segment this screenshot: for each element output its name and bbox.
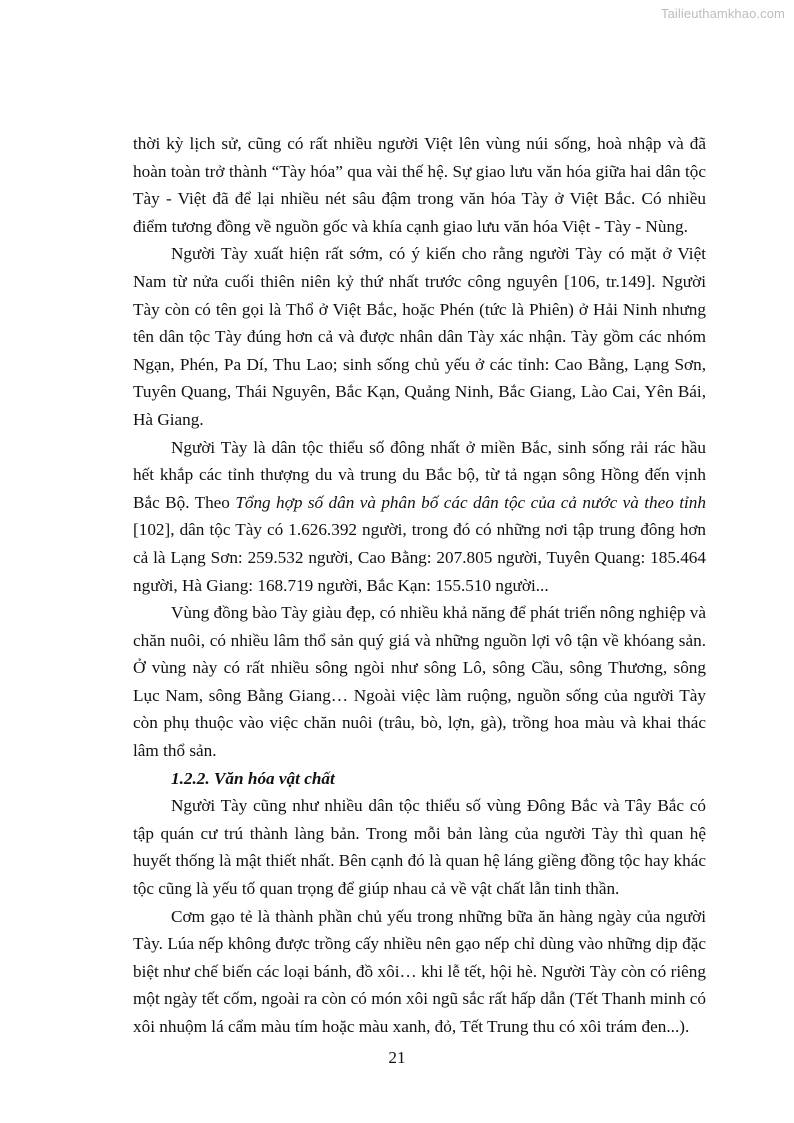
section-heading: 1.2.2. Văn hóa vật chất (171, 768, 335, 788)
paragraph-region: Vùng đồng bào Tày giàu đẹp, có nhiều khả năng để phát triển nông nghiệp và chăn nuôi, có nhiều lâm thổ sản quý giá và những nguồn lợi vô tận về khóang sản. Ở vùng này có rất nhiều sông ngòi như sông Lô, sông Cầu, sông Thương, sông Lục Nam, sông Bằng Giang… Ngoài việc làm ruộng, nguồn sống của người Tày còn phụ thuộc vào việc chăn nuôi (trâu, bò, lợn, gà), trồng hoa màu và khai thác lâm thổ sản. (133, 603, 706, 761)
cited-title: Tổng hợp số dân và phân bố các dân tộc của cả nước và theo tỉnh (235, 492, 706, 512)
document-body (133, 130, 706, 1041)
paragraph-population (133, 434, 706, 600)
watermark: Tailieuthamkhao.com (660, 6, 785, 21)
page-number: 21 (388, 1048, 406, 1067)
paragraph-text: Người Tày là dân tộc thiểu số đông nhất ở miền Bắc, sinh sống rải rác hầu hết khắp các tỉnh thượng du và trung du Bắc bộ, từ tả ngạn sông Hồng đến vịnh Bắc Bộ. Theo (133, 437, 706, 512)
paragraph-settlement: Người Tày cũng như nhiều dân tộc thiểu số vùng Đông Bắc và Tây Bắc có tập quán cư trú thành làng bản. Trong mỗi bản làng của người Tày thì quan hệ huyết thống là mật thiết nhất. Bên cạnh đó là quan hệ láng giềng đồng tộc hay khác tộc cũng là yếu tố quan trọng để giúp nhau cả về vật chất lẫn tinh thần. (133, 796, 706, 899)
paragraph-food: Cơm gạo tẻ là thành phần chủ yếu trong những bữa ăn hàng ngày của người Tày. Lúa nếp không được trồng cấy nhiều nên gạo nếp chỉ dùng vào những dịp đặc biệt như chế biến các loại bánh, đồ xôi… khi lễ tết, hội hè. Người Tày còn có riêng một ngày tết cốm, ngoài ra còn có món xôi ngũ sắc rất hấp dẫn (Tết Thanh minh có xôi nhuộm lá cẩm màu tím hoặc màu xanh, đỏ, Tết Trung thu có xôi trám đen...). (133, 906, 706, 1036)
paragraph-origin: Người Tày xuất hiện rất sớm, có ý kiến cho rằng người Tày có mặt ở Việt Nam từ nửa cuối thiên niên kỷ thứ nhất trước công nguyên [106, tr.149]. Người Tày còn có tên gọi là Thổ ở Việt Bắc, hoặc Phén (tức là Phiên) ở Hải Ninh nhưng tên dân tộc Tày đúng hơn cả và được nhân dân Tày xác nhận. Tày gồm các nhóm Ngạn, Phén, Pa Dí, Thu Lao; sinh sống chủ yếu ở các tỉnh: Cao Bằng, Lạng Sơn, Tuyên Quang, Thái Nguyên, Bắc Kạn, Quảng Ninh, Bắc Giang, Lào Cai, Yên Bái, Hà Giang. (133, 244, 706, 429)
paragraph-text: [102], dân tộc Tày có 1.626.392 người, trong đó có những nơi tập trung đông hơn cả là Lạng Sơn: 259.532 người, Cao Bằng: 207.805 người, Tuyên Quang: 185.464 người, Hà Giang: 168.719 người, Bắc Kạn: 155.510 người... (133, 520, 706, 595)
paragraph-continuation: thời kỳ lịch sử, cũng có rất nhiều người Việt lên vùng núi sống, hoà nhập và đã hoàn toàn trở thành “Tày hóa” qua vài thế hệ. Sự giao lưu văn hóa giữa hai dân tộc Tày - Việt đã để lại nhiều nét sâu đậm trong văn hóa Tày ở Việt Bắc. Có nhiều điểm tương đồng về nguồn gốc và khía cạnh giao lưu văn hóa Việt - Tày - Nùng. (133, 134, 706, 236)
